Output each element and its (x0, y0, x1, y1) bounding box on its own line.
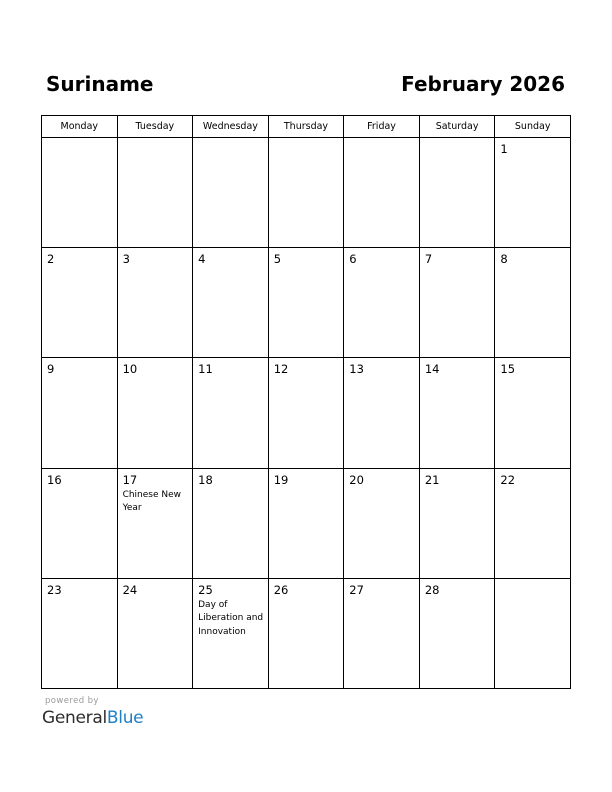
day-cell (495, 578, 571, 688)
day-number: 2 (47, 252, 55, 267)
day-cell (419, 138, 495, 248)
day-cell (344, 138, 420, 248)
weekday-header: Wednesday (193, 116, 269, 138)
day-number: 24 (122, 582, 138, 597)
day-number (193, 138, 268, 143)
weekday-header: Friday (344, 116, 420, 138)
day-cell (495, 358, 571, 468)
day-cell (193, 358, 269, 468)
day-number (420, 138, 495, 143)
day-number: 22 (500, 472, 516, 487)
day-number: 6 (349, 252, 357, 267)
day-number: 15 (500, 362, 516, 377)
logo-blue-text: Blue (106, 708, 144, 728)
day-cell (419, 468, 495, 578)
weekday-header: Saturday (419, 116, 495, 138)
day-number: 3 (122, 252, 130, 267)
day-number (118, 138, 193, 143)
day-number (269, 138, 344, 143)
day-number: 19 (273, 472, 289, 487)
week-row (42, 358, 571, 468)
week-row (42, 138, 571, 248)
day-cell (495, 248, 571, 358)
day-cell (495, 468, 571, 578)
country-title: Suriname (46, 72, 154, 96)
day-cell (193, 468, 269, 578)
day-cell (42, 138, 118, 248)
week-row (42, 578, 571, 688)
day-cell (193, 578, 269, 688)
day-cell (117, 468, 193, 578)
generalblue-logo[interactable] (42, 707, 143, 729)
day-number: 10 (122, 362, 138, 377)
weekday-header: Sunday (495, 116, 571, 138)
day-number: 26 (273, 582, 289, 597)
day-number: 8 (500, 252, 508, 267)
day-cell (117, 358, 193, 468)
day-number: 21 (424, 472, 440, 487)
day-number: 1 (500, 142, 508, 156)
weekday-header-row (42, 116, 571, 138)
day-number: 27 (349, 582, 364, 597)
day-number: 11 (198, 362, 213, 377)
day-number: 13 (349, 362, 364, 377)
day-cell (495, 138, 571, 248)
day-cell (419, 358, 495, 468)
powered-by-label: powered by (45, 696, 99, 706)
logo-general-text: General (42, 708, 107, 728)
day-cell (268, 578, 344, 688)
day-cell (42, 578, 118, 688)
day-number (42, 138, 117, 143)
day-number: 17 (122, 472, 138, 487)
day-cell (419, 248, 495, 358)
weekday-header: Thursday (268, 116, 344, 138)
day-number: 7 (424, 252, 433, 267)
holiday-label: Day of Liberation and Innovation (198, 599, 264, 637)
day-cell (117, 578, 193, 688)
day-cell (42, 358, 118, 468)
day-cell (193, 248, 269, 358)
day-cell (42, 248, 118, 358)
day-number: 25 (198, 582, 213, 597)
holiday-label: Chinese New Year (122, 489, 182, 514)
day-cell (117, 248, 193, 358)
day-number: 9 (47, 362, 55, 377)
day-number: 23 (47, 582, 62, 597)
day-number: 20 (349, 472, 364, 487)
day-cell (117, 138, 193, 248)
day-cell (344, 578, 420, 688)
day-cell (344, 248, 420, 358)
day-cell (344, 358, 420, 468)
day-cell (268, 468, 344, 578)
week-row (42, 248, 571, 358)
weekday-header: Tuesday (117, 116, 193, 138)
day-cell (268, 358, 344, 468)
day-cell (268, 248, 344, 358)
day-cell (268, 138, 344, 248)
day-cell (419, 578, 495, 688)
day-number: 16 (47, 472, 62, 487)
day-number: 14 (424, 362, 440, 377)
day-number (344, 138, 419, 143)
month-year-title: February 2026 (401, 72, 565, 96)
weekday-header: Monday (42, 116, 118, 138)
day-number: 28 (424, 582, 440, 597)
day-number: 4 (198, 252, 206, 267)
day-cell (344, 468, 420, 578)
day-cell (42, 468, 118, 578)
day-cell (193, 138, 269, 248)
day-number: 12 (273, 362, 289, 377)
calendar-grid (41, 115, 571, 689)
week-row (42, 468, 571, 578)
day-number: 5 (273, 252, 282, 267)
day-number (495, 579, 570, 584)
day-number: 18 (198, 472, 213, 487)
